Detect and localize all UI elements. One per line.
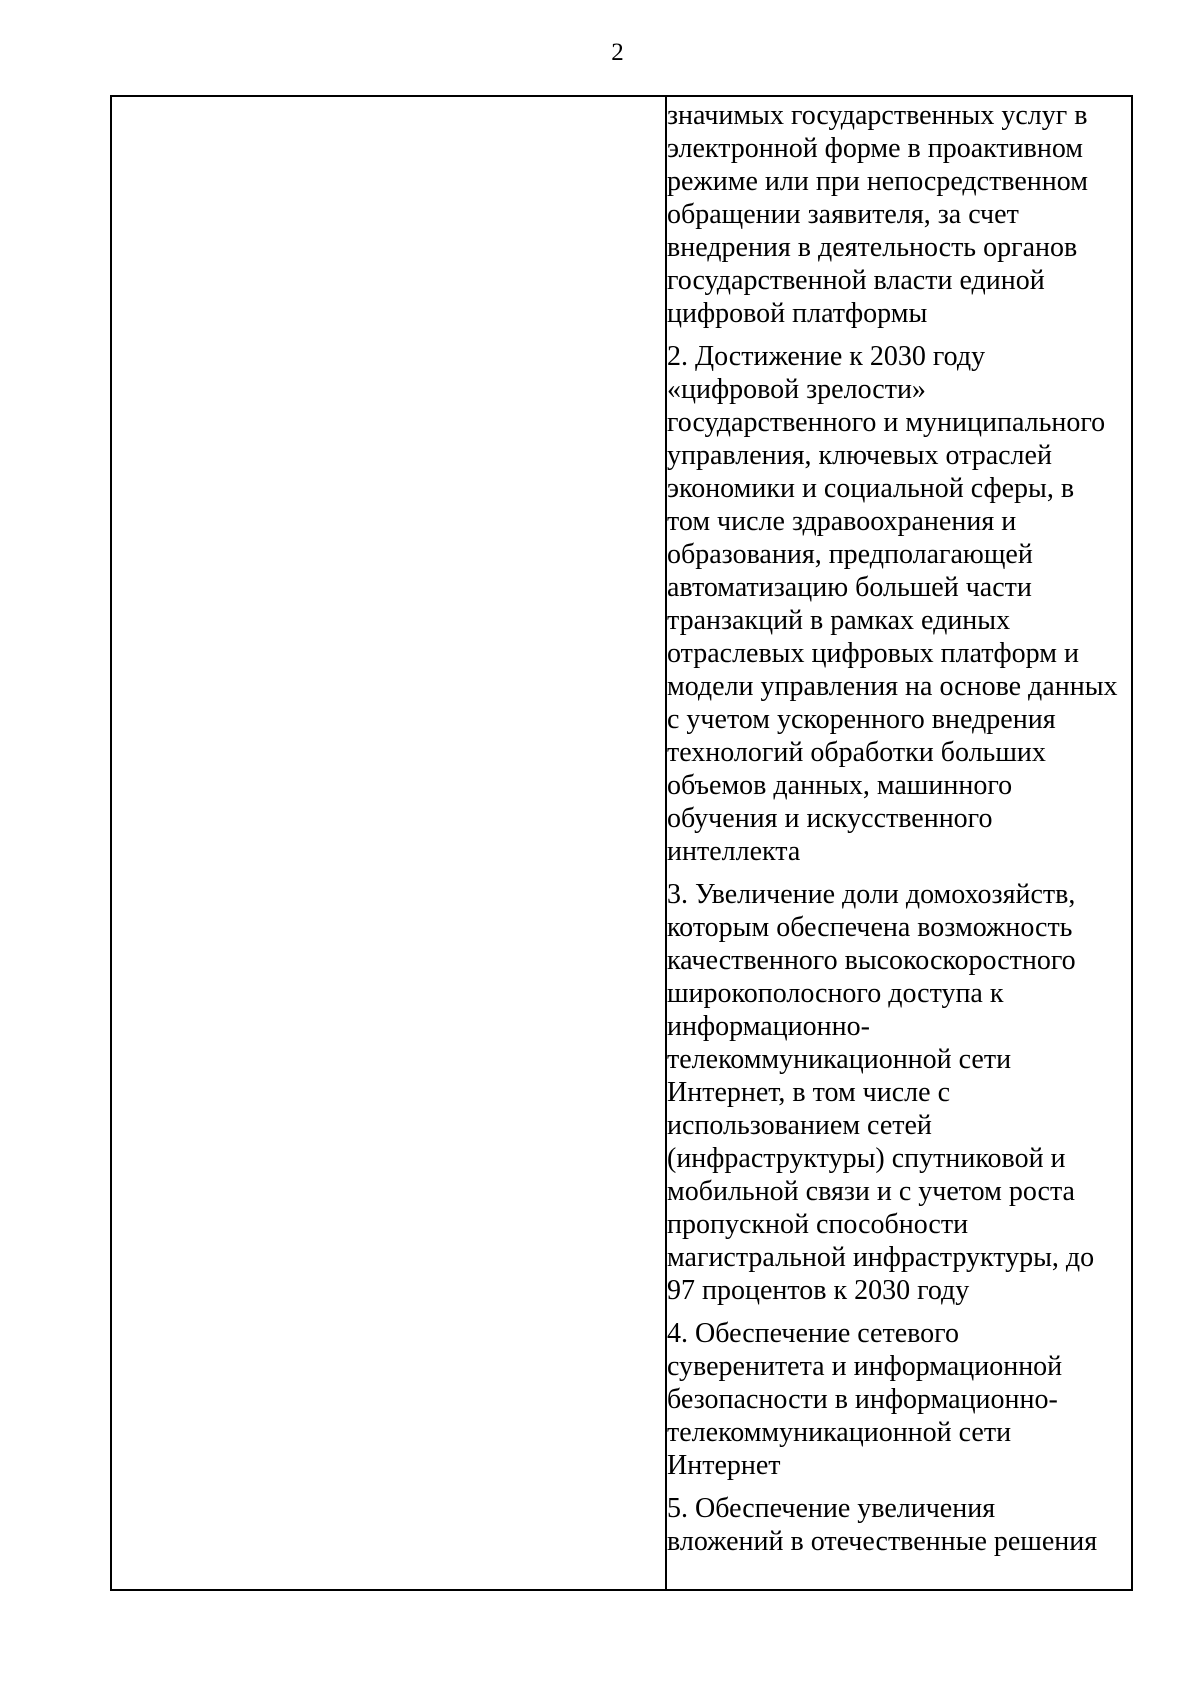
table-right-cell <box>667 97 1131 1589</box>
document-table <box>110 95 1133 1591</box>
goal-item-5: 5. Обеспечение увеличения вложений в отечественные решения <box>667 1493 1098 1557</box>
goal-item-3: 3. Увеличение доли домохозяйств, которым обеспечена возможность качественного высокоскоростного широкополосного доступа к информационно- телекоммуникационной сети Интернет, в том числе с использованием сетей (инфраструктуры) спутниковой и мобильной связи и с учетом роста пропускной способности магистральной инфраструктуры, до 97 процентов к 2030 году <box>667 879 1095 1306</box>
goal-item-4: 4. Обеспечение сетевого суверенитета и информационной безопасности в информационно- телекоммуникационной сети Интернет <box>667 1318 1063 1481</box>
table-left-cell <box>112 97 665 1589</box>
page-number: 2 <box>611 39 624 66</box>
goal-item-2: 2. Достижение к 2030 году «цифровой зрелости» государственного и муниципального управления, ключевых отраслей экономики и социальной сферы, в том числе здравоохранения и образования, предполагающей автоматизацию большей части транзакций в рамках единых отраслевых цифровых платформ и модели управления на основе данных с учетом ускоренного внедрения технологий обработки больших объемов данных, машинного обучения и искусственного интеллекта <box>667 341 1118 867</box>
goal-item-continuation: значимых государственных услуг в электронной форме в проактивном режиме или при непосредственном обращении заявителя, за счет внедрения в деятельность органов государственной власти единой цифровой платформы <box>667 100 1088 329</box>
